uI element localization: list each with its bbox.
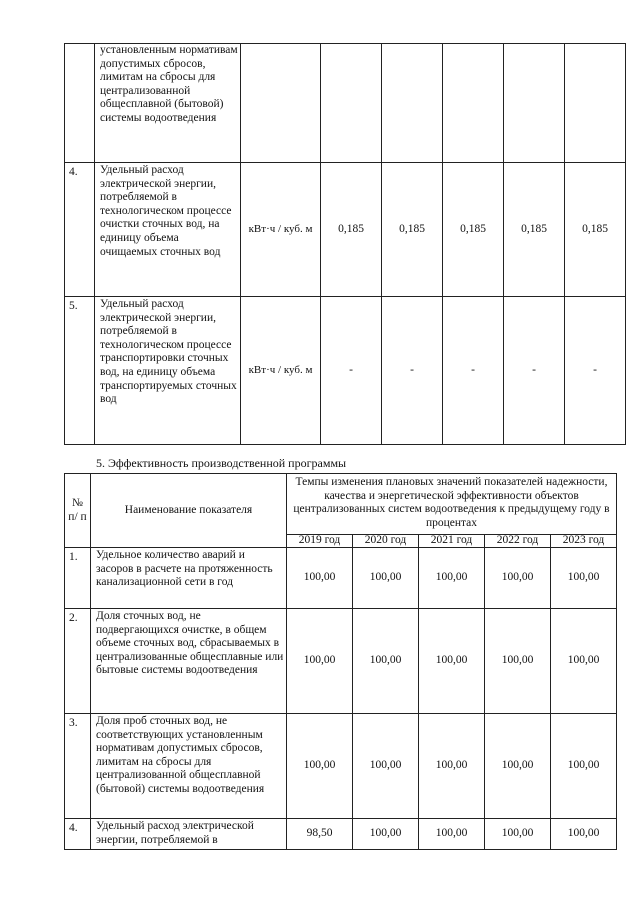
t2-header-year-2021: 2021 год bbox=[418, 534, 485, 548]
t1-r0-no bbox=[64, 43, 95, 163]
t2-r1-v1: 100,00 bbox=[352, 608, 419, 714]
t2-r0-v0: 100,00 bbox=[286, 547, 353, 609]
t2-header-year-2023: 2023 год bbox=[550, 534, 617, 548]
t2-r2-v0: 100,00 bbox=[286, 713, 353, 819]
t1-r1-v4: 0,185 bbox=[564, 162, 626, 297]
t1-r0-name: установленным нормативам допустимых сбросов, лимитам на сбросы для централизованной общесплавной (бытовой) системы водоотведения bbox=[94, 43, 241, 163]
t2-r3-v3: 100,00 bbox=[484, 818, 551, 850]
t1-r2-no: 5. bbox=[64, 296, 95, 445]
t2-r0-v2: 100,00 bbox=[418, 547, 485, 609]
t2-header-group: Темпы изменения плановых значений показателей надежности, качества и энергетической эффективности объектов централизованных систем водоотведения к предыдущему году в процентах bbox=[286, 473, 617, 535]
t1-r1-v0: 0,185 bbox=[320, 162, 382, 297]
t2-r2-v2: 100,00 bbox=[418, 713, 485, 819]
t2-header-name: Наименование показателя bbox=[90, 473, 287, 548]
t1-r2-v2: - bbox=[442, 296, 504, 445]
t2-r0-no: 1. bbox=[64, 547, 91, 609]
t2-r1-v4: 100,00 bbox=[550, 608, 617, 714]
t1-r1-no: 4. bbox=[64, 162, 95, 297]
t2-r0-name: Удельное количество аварий и засоров в расчете на протяженность канализационной сети в год bbox=[90, 547, 287, 609]
t2-r2-v1: 100,00 bbox=[352, 713, 419, 819]
t1-r2-v1: - bbox=[381, 296, 443, 445]
t2-r1-v3: 100,00 bbox=[484, 608, 551, 714]
t2-r3-v2: 100,00 bbox=[418, 818, 485, 850]
t1-r0-v2 bbox=[442, 43, 504, 163]
t2-r2-v4: 100,00 bbox=[550, 713, 617, 819]
t2-r3-v1: 100,00 bbox=[352, 818, 419, 850]
t1-r0-v0 bbox=[320, 43, 382, 163]
t2-r2-name: Доля проб сточных вод, не соответствующих установленным нормативам допустимых сбросов, лимитам на сбросы для централизованной общесплавной (бытовой) системы водоотведения bbox=[90, 713, 287, 819]
t1-r2-v0: - bbox=[320, 296, 382, 445]
t1-r1-name: Удельный расход электрической энергии, потребляемой в технологическом процессе очистки сточных вод, на единицу объема очищаемых сточных вод bbox=[94, 162, 241, 297]
t2-r0-v1: 100,00 bbox=[352, 547, 419, 609]
t2-r1-v2: 100,00 bbox=[418, 608, 485, 714]
t1-r1-unit: кВт·ч / куб. м bbox=[240, 162, 321, 297]
t2-header-no: № п/ п bbox=[64, 473, 91, 548]
t1-r1-v3: 0,185 bbox=[503, 162, 565, 297]
t2-header-year-2019: 2019 год bbox=[286, 534, 353, 548]
t2-r3-v4: 100,00 bbox=[550, 818, 617, 850]
t2-r0-v4: 100,00 bbox=[550, 547, 617, 609]
t2-r3-name: Удельный расход электрической энергии, потребляемой в bbox=[90, 818, 287, 850]
t1-r0-v4 bbox=[564, 43, 626, 163]
t2-r1-name: Доля сточных вод, не подвергающихся очистке, в общем объеме сточных вод, сбрасываемых в централизованные общесплавные или бытовые системы водоотведения bbox=[90, 608, 287, 714]
t1-r1-v1: 0,185 bbox=[381, 162, 443, 297]
section-title: 5. Эффективность производственной программы bbox=[96, 456, 347, 470]
t1-r0-v3 bbox=[503, 43, 565, 163]
t1-r2-unit: кВт·ч / куб. м bbox=[240, 296, 321, 445]
t2-r2-v3: 100,00 bbox=[484, 713, 551, 819]
t2-r2-no: 3. bbox=[64, 713, 91, 819]
t2-header-year-2022: 2022 год bbox=[484, 534, 551, 548]
t2-r0-v3: 100,00 bbox=[484, 547, 551, 609]
t2-r1-no: 2. bbox=[64, 608, 91, 714]
t1-r2-v4: - bbox=[564, 296, 626, 445]
t2-r1-v0: 100,00 bbox=[286, 608, 353, 714]
t1-r2-v3: - bbox=[503, 296, 565, 445]
t2-r3-no: 4. bbox=[64, 818, 91, 850]
t2-r3-v0: 98,50 bbox=[286, 818, 353, 850]
t1-r0-unit bbox=[240, 43, 321, 163]
t2-header-year-2020: 2020 год bbox=[352, 534, 419, 548]
t1-r2-name: Удельный расход электрической энергии, потребляемой в технологическом процессе транспортировки сточных вод, на единицу объема транспортируемых сточных вод bbox=[94, 296, 241, 445]
t1-r0-v1 bbox=[381, 43, 443, 163]
t1-r1-v2: 0,185 bbox=[442, 162, 504, 297]
